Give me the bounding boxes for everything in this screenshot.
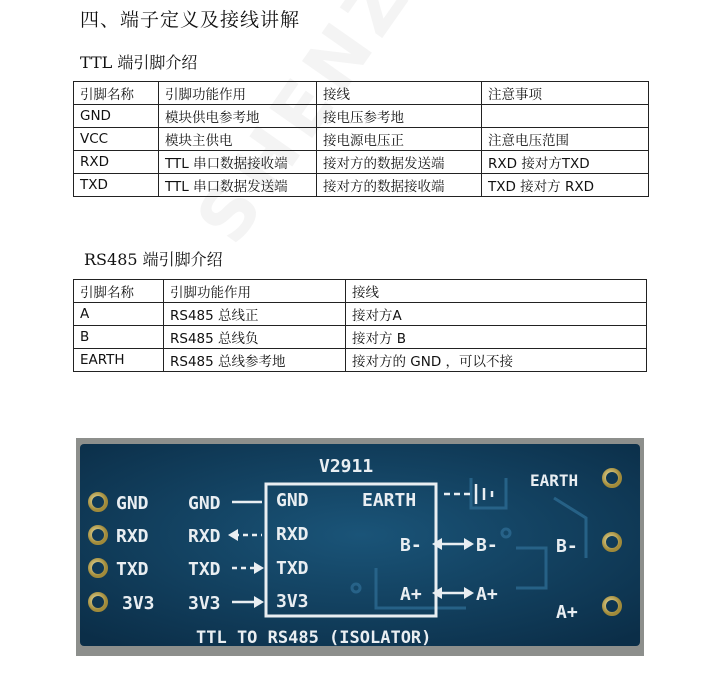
table-cell: RS485 总线参考地 (164, 349, 346, 372)
table-row (74, 349, 647, 372)
table-cell: B (74, 326, 164, 349)
table-cell: 接对方A (346, 303, 647, 326)
table-cell: RXD (74, 151, 159, 174)
table-cell: RS485 总线正 (164, 303, 346, 326)
table-cell: 模块供电参考地 (159, 105, 317, 128)
ttl-pin-table (73, 81, 649, 197)
arrow-out-label: A+ (476, 584, 498, 605)
table-cell: 注意电压范围 (482, 128, 649, 151)
header-cell: 引脚功能作用 (164, 280, 346, 303)
table-row (74, 174, 649, 197)
table-cell: GND (74, 105, 159, 128)
table-cell: TXD (74, 174, 159, 197)
table-cell: 接对方的 GND ，可以不接 (346, 349, 647, 372)
box-left-label: GND (276, 490, 309, 511)
left-pin-label: TXD (116, 559, 149, 580)
left-pin-label: 3V3 (122, 593, 155, 614)
arrow-out-label: B- (476, 535, 498, 556)
table-row (74, 326, 647, 349)
table-row (74, 151, 649, 174)
table-cell: 接对方的数据接收端 (317, 174, 482, 197)
box-right-label: EARTH (362, 490, 417, 511)
header-cell: 接线 (317, 82, 482, 105)
table-cell: TTL 串口数据发送端 (159, 174, 317, 197)
box-right-label: B- (400, 535, 422, 556)
rs485-pin-table (73, 279, 647, 372)
board-model-label: V2911 (319, 456, 374, 477)
header-cell: 引脚名称 (74, 280, 164, 303)
box-left-label: 3V3 (276, 591, 309, 612)
table-header-row (74, 280, 647, 303)
right-pin-label: B- (556, 536, 578, 557)
table-cell (482, 105, 649, 128)
header-cell: 注意事项 (482, 82, 649, 105)
table-cell: 接电源电压正 (317, 128, 482, 151)
table-cell: TXD 接对方 RXD (482, 174, 649, 197)
box-left-label: RXD (276, 524, 309, 545)
right-pin-label: EARTH (530, 471, 579, 490)
board-bottom-label: TTL TO RS485 (ISOLATOR) (196, 628, 432, 648)
signal-label: TXD (188, 559, 221, 580)
table-cell: RS485 总线负 (164, 326, 346, 349)
table-cell: A (74, 303, 164, 326)
signal-label: GND (188, 493, 221, 514)
table-cell: TTL 串口数据接收端 (159, 151, 317, 174)
signal-label: 3V3 (188, 593, 221, 614)
table-header-row (74, 82, 649, 105)
table-cell: EARTH (74, 349, 164, 372)
table-cell: 接对方的数据发送端 (317, 151, 482, 174)
table-row (74, 105, 649, 128)
left-pin-label: RXD (116, 526, 149, 547)
table-row (74, 303, 647, 326)
module-board-photo (76, 438, 644, 656)
table-cell: 接对方 B (346, 326, 647, 349)
table-cell: VCC (74, 128, 159, 151)
header-cell: 接线 (346, 280, 647, 303)
signal-label: RXD (188, 526, 221, 547)
table-cell: 模块主供电 (159, 128, 317, 151)
box-right-label: A+ (400, 584, 422, 605)
header-cell: 引脚功能作用 (159, 82, 317, 105)
rs485-section-title: RS485 端引脚介绍 (84, 250, 223, 269)
ttl-section-title: TTL 端引脚介绍 (80, 53, 198, 72)
table-cell: RXD 接对方TXD (482, 151, 649, 174)
right-pin-label: A+ (556, 602, 578, 623)
left-pin-label: GND (116, 493, 149, 514)
table-cell: 接电压参考地 (317, 105, 482, 128)
section-title: 四、端子定义及接线讲解 (80, 9, 301, 31)
header-cell: 引脚名称 (74, 82, 159, 105)
table-row (74, 128, 649, 151)
box-left-label: TXD (276, 558, 309, 579)
